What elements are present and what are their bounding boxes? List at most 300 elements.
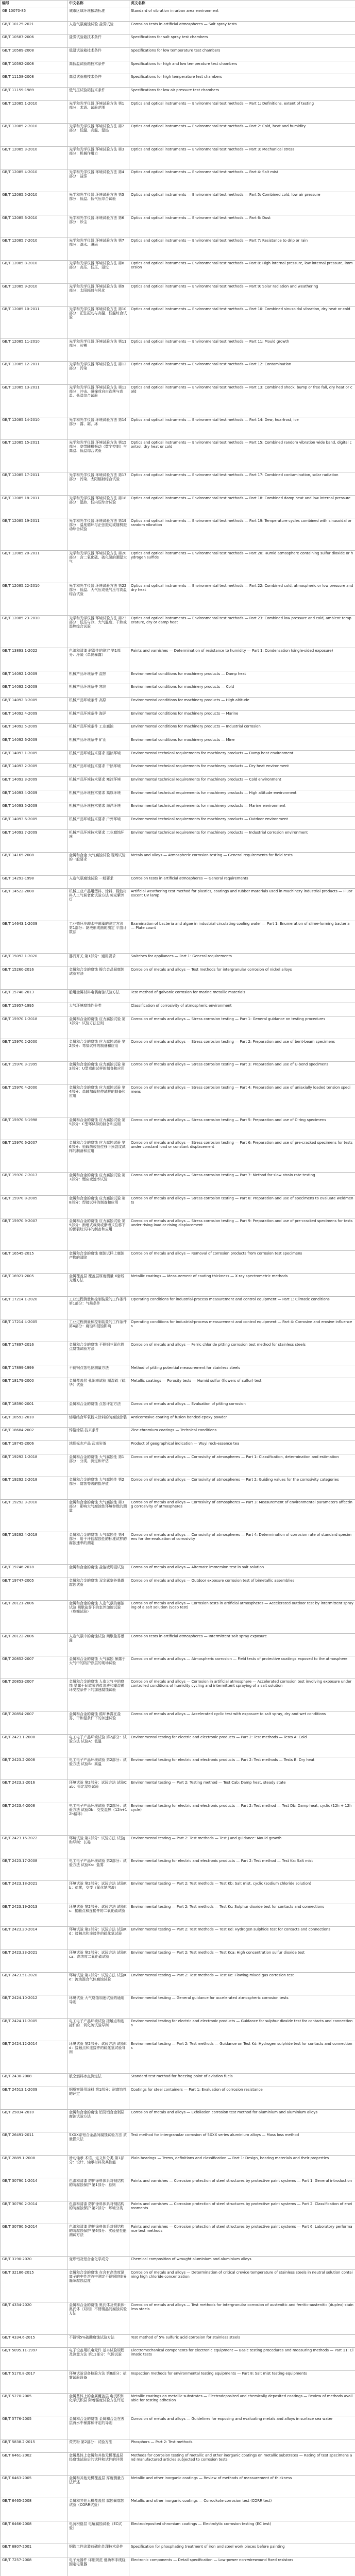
standard-code: GB/T 14092.6-2009 <box>1 737 67 750</box>
english-name: Classification of corrosivity of atmospheric environment <box>129 1003 355 1016</box>
table-row <box>1 124 355 146</box>
table-row <box>1 853 355 875</box>
chinese-name: 金属和合金的腐蚀 大气腐蚀性 第3部分：影响大气腐蚀性环境参数的测量 <box>67 1500 129 1532</box>
table-row <box>1 1440 355 1454</box>
english-name: Environmental technical requirements for machinery products — Damp heat environment <box>129 750 355 764</box>
table-row <box>1 146 355 169</box>
table-row <box>1 1757 355 1780</box>
english-name: Corrosion of metals and alloys — Ferric chloride pitting corrosion test method for stainless steels <box>129 1342 355 1365</box>
table-row <box>1 362 355 384</box>
chinese-name: 光学和光学仪器 环境试验方法 第4部分：盐雾 <box>67 169 129 192</box>
english-name: Inspection methods for environmental testing equipments — Part 8: Salt mist testing equipments <box>129 2370 355 2393</box>
english-name: Artificial weathering test method for plastics, coatings and rubber materials used in machinery industrial products — Fluorescent UV lamp <box>129 889 355 921</box>
chinese-name: 锌铬涂层 技术条件 <box>67 1428 129 1441</box>
standard-code: GB/T 12085.1-2010 <box>1 100 67 123</box>
english-name: Anticorrosive coating of fusion bonded epoxy powder <box>129 1414 355 1428</box>
english-name: Coatings for steel containers — Part 1: Evaluation of corrosion resistance <box>129 2087 355 2109</box>
standard-code: GB/T 2889.1-2008 <box>1 2155 67 2178</box>
standard-code: GB/T 12085.7-2010 <box>1 238 67 260</box>
standard-code: GB/T 17897-2016 <box>1 1342 67 1365</box>
standard-code: GB/T 15970.3-1995 <box>1 1062 67 1084</box>
english-name: Environmental testing — Part 2: Testing method — Test Cab: Damp heat, steady state <box>129 1780 355 1803</box>
english-name: Standard of vibration in urban area environment <box>129 8 355 22</box>
english-name: Environmental testing — Part 2: Test methods — Test Kc: Sulphur dioxide test for contacts and connections <box>129 1904 355 1926</box>
standard-code: GB/T 11158-2008 <box>1 74 67 88</box>
table-row <box>1 1927 355 1950</box>
table-row <box>1 750 355 764</box>
chinese-name: 金属和合金的腐蚀 大气腐蚀 暴露于大气中的防护涂层的现场试验 <box>67 1656 129 1679</box>
standard-code: GB/T 18745-2006 <box>1 1440 67 1454</box>
english-name: Optics and optical instruments — Environmental test methods — Part 1: Definitions, extent of testing <box>129 100 355 123</box>
standard-code: GB/T 5095.11-1997 <box>1 2348 67 2370</box>
english-name: Optics and optical instruments — Environmental test methods — Part 18: Combined damp heat and low internal pressure <box>129 495 355 518</box>
standard-code: GB/T 12085.17-2011 <box>1 472 67 495</box>
standard-code: GB/T 14092.5-2009 <box>1 724 67 737</box>
standard-code: GB/T 4334.6-2015 <box>1 2334 67 2348</box>
table-row <box>1 307 355 339</box>
standard-code: GB/T 12085.19-2011 <box>1 518 67 550</box>
english-name: Paints and varnishes — Determination of resistance to humidity — Part 1: Condensation (single-sided exposure) <box>129 648 355 671</box>
chinese-name: 变形铝及铝合金化学成分 <box>67 2256 129 2269</box>
table-row <box>1 1532 355 1565</box>
table-row <box>1 1500 355 1532</box>
standard-code: GB/T 30790.2-2014 <box>1 2201 67 2224</box>
standard-code: GB/T 15970.7-2017 <box>1 1173 67 1195</box>
standard-code: GB/T 5838.2-2015 <box>1 2439 67 2452</box>
table-row <box>1 2475 355 2498</box>
english-name: Corrosion of metals and alloys — Atmospheric corrosion — Field tests of protective coatings exposed to the atmosphere <box>129 1656 355 1679</box>
english-name: Corrosion of metals and alloys — Corrosivity of atmospheres — Part 2: Guiding values for the corrosivity categories <box>129 1477 355 1499</box>
table-row <box>1 2416 355 2439</box>
table-row <box>1 551 355 583</box>
table-row <box>1 737 355 750</box>
chinese-name: 器具开关 第1部分：通用要求 <box>67 954 129 967</box>
chinese-name: 金属和合金的腐蚀 镍合金晶间腐蚀试验方法 <box>67 967 129 989</box>
english-name: Metals and alloys — Atmospheric corrosion testing — General requirements for field tests <box>129 853 355 875</box>
standard-code: GB/T 32186-2015 <box>1 2269 67 2302</box>
english-name: Optics and optical instruments — Environmental test methods — Part 10: Combined sinusoidal vibration, dry heat or cold <box>129 307 355 339</box>
standard-code: GB/T 14093.3-2009 <box>1 777 67 790</box>
chinese-name: 光学和光学仪器 环境试验方法 第18部分：湿热、低内压综合试验 <box>67 495 129 518</box>
chinese-name: 金属和合金的腐蚀 应力腐蚀试验 第8部分：焊接试样的制备和应用 <box>67 1195 129 1218</box>
english-name: Corrosion of metals and alloys — Accelerated cyclic test with exposure to salt spray, dry and wet conditions <box>129 1711 355 1734</box>
table-row <box>1 2394 355 2416</box>
table-row <box>1 1995 355 2018</box>
english-name: Environmental technical requirements for machinery products — High altitude environment <box>129 790 355 803</box>
english-name: Corrosion of metals and alloys — Corrosion tests in artificial atmospheres — Accelerated outdoor test by intermittent spraying of a salt solution (Scab test) <box>129 1601 355 1633</box>
standard-code: GB/T 3190-2020 <box>1 2256 67 2269</box>
table-row <box>1 889 355 921</box>
standard-code: GB/T 15970.6-2007 <box>1 1140 67 1173</box>
english-name: Optics and optical instruments — Environmental test methods — Part 20: Humid atmosphere containing sulfur dioxide or hydrogen sulfide <box>129 551 355 583</box>
standard-code: GB/T 30790.1-2014 <box>1 2178 67 2201</box>
english-name: Specifications for high temperature test chambers <box>129 74 355 88</box>
chinese-name: 金属和合金的腐蚀 应力腐蚀试验 第7部分：慢应变速率试验 <box>67 1173 129 1195</box>
chinese-name: 5XXX系铝合金晶间腐蚀试验方法 质量损失法 <box>67 2132 129 2155</box>
chinese-name: 金属和合金的腐蚀 应力腐蚀试验 第4部分：单轴加载拉伸试样的制备和应用 <box>67 1084 129 1117</box>
standard-code: GB/T 12085.13-2011 <box>1 384 67 417</box>
chinese-name: 金属和合金的腐蚀 应力腐蚀试验 第3部分：U型弯曲试样的制备和应用 <box>67 1062 129 1084</box>
standard-code: GB/T 12085.6-2010 <box>1 215 67 238</box>
standard-code: GB/T 5270-2005 <box>1 2394 67 2416</box>
standard-code: GB/T 17214.1-2020 <box>1 1296 67 1319</box>
standard-code: GB/T 6461-2002 <box>1 2452 67 2475</box>
english-name: Environmental conditions for machinery products — Mine <box>129 737 355 750</box>
standard-code: GB/T 2430-2008 <box>1 2074 67 2087</box>
english-name: Examination of bacteria and algae in industrial circulating cooling water — Part 1: Enumeration of slime-forming bacteria — Plate count <box>129 921 355 954</box>
english-name: Corrosion tests in artificial atmospheres — Intermittent salt spray exposure <box>129 1633 355 1656</box>
table-row <box>1 2452 355 2475</box>
chinese-name: 环境试验 第2部分：试验方法 试验Kd：接触点和连接件的硫化氢试验 <box>67 1927 129 1950</box>
standard-code: GB/T 13893.1-2022 <box>1 648 67 671</box>
standard-code: GB/T 15092.1-2020 <box>1 954 67 967</box>
table-row <box>1 440 355 472</box>
chinese-name: 色漆和清漆 耐湿性的测定 第1部分：冷凝（单侧暴露） <box>67 648 129 671</box>
table-row <box>1 384 355 417</box>
standard-code: GB/T 11159-1989 <box>1 88 67 101</box>
english-name: Specification for phosphating treatment of iron and steel work pieces before painting <box>129 2544 355 2557</box>
chinese-name: 电子元器件 详细规范 低功率非线绕固定电阻器 <box>67 2557 129 2576</box>
standard-code: GB/T 5776-2005 <box>1 2416 67 2439</box>
english-name: Corrosion of metals and alloys — Stress corrosion testing — Part 3: Preparation and use of U-bend specimens <box>129 1062 355 1084</box>
standard-code: GB/T 6466-2008 <box>1 2521 67 2544</box>
standard-code: GB/T 12085.18-2011 <box>1 495 67 518</box>
chinese-name: 金属基体上的金属覆盖层 电沉积和化学沉积层 附着强度试验方法评述 <box>67 2394 129 2416</box>
table-row <box>1 1454 355 1477</box>
chinese-name: 光学和光学仪器 环境试验方法 第20部分：含二氧化硫、硫化氢的潮湿大气 <box>67 551 129 583</box>
english-name: Corrosion of metals and alloys — Outdoor exposure corrosion test of bimetallic assemblies <box>129 1578 355 1601</box>
table-row <box>1 1428 355 1441</box>
table-row <box>1 921 355 954</box>
chinese-name: 机械产品环境技术要求 寒冷环境 <box>67 777 129 790</box>
chinese-name: 光学和光学仪器 环境试验方法 第23部分：低压与冷、大气温度、干热或湿热综合试验 <box>67 616 129 648</box>
table-row <box>1 2544 355 2557</box>
english-name: Electrodeposited chromium coatings — Electrolytic corrosion testing (EC test) <box>129 2521 355 2544</box>
standard-code: GB/T 2423.2-2008 <box>1 1757 67 1780</box>
standard-code: GB/T 4334-2020 <box>1 2302 67 2334</box>
table-row <box>1 2155 355 2178</box>
table-row <box>1 1679 355 1711</box>
chinese-name: 色漆和清漆 防护涂料体系对钢结构的防腐蚀保护 第6部分：实验室性能测试方法 <box>67 2224 129 2256</box>
standard-code: GB/T 16545-2015 <box>1 1251 67 1274</box>
standard-code: GB/T 30790.6-2014 <box>1 2224 67 2256</box>
chinese-name: 环境试验 第2部分：试验方法 试验J和导则：长霉 <box>67 1835 129 1858</box>
table-row <box>1 1881 355 1904</box>
chinese-name: 金属和合金的腐蚀 人造大气中的腐蚀 暴露于间歇喷洒盐溶液和潮湿循环受控条件下的加速腐蚀试验 <box>67 1679 129 1711</box>
english-name: Optics and optical instruments — Environmental test methods — Part 5: Combined cold, low air pressure <box>129 192 355 215</box>
chinese-name: 城市区域环境振动标准 <box>67 8 129 22</box>
table-row <box>1 238 355 260</box>
chinese-name: 金属和合金的腐蚀 应力腐蚀试验 第2部分：弯梁试样的制备和应用 <box>67 1039 129 1062</box>
english-name: Corrosion of metals and alloys — Alternate immersion test in salt solution <box>129 1565 355 1578</box>
standard-code: GB/T 2423.19-2013 <box>1 1904 67 1926</box>
english-name: Environmental testing for electric and electronic products — Part 2: Test methods — Tests B: Dry heat <box>129 1757 355 1780</box>
chinese-name: 光学和光学仪器 环境试验方法 第7部分：滴水、淋雨 <box>67 238 129 260</box>
chinese-name: 金属和合金的腐蚀 铝及铝合金剥层腐蚀试验方法 <box>67 2110 129 2132</box>
table-row <box>1 817 355 830</box>
table-row <box>1 1803 355 1835</box>
table-row <box>1 1039 355 1062</box>
standard-code: GB/T 17899-1999 <box>1 1365 67 1378</box>
english-name: Test method of galvanic corrosion for marine metallic materials <box>129 990 355 1003</box>
chinese-name: 色漆和清漆 防护涂料体系对钢结构的防腐蚀保护 第1部分：总则 <box>67 2178 129 2201</box>
chinese-name: 金属和合金的腐蚀 大气腐蚀性 第1部分：分类、测定和评估 <box>67 1454 129 1477</box>
english-name: Paints and varnishes — Corrosion protection of steel structures by protective paint systems — Part 6: Laboratory performance test methods <box>129 2224 355 2256</box>
english-name: Optics and optical instruments — Environmental test methods — Part 2: Cold, heat and humidity <box>129 124 355 146</box>
english-name: Corrosion of metals and alloys — Stress corrosion testing — Part 9: Preparation and use of pre-cracked specimens for tests under rising load or rising displacement <box>129 1218 355 1250</box>
english-name: Environmental testing — Part 2: Test methods — Test Kd: Hydrogen sulphide test for contacts and connections <box>129 1927 355 1950</box>
standard-code: GB/T 12085.14-2010 <box>1 417 67 439</box>
standard-code: GB/T 18179-2000 <box>1 1378 67 1401</box>
table-row <box>1 2348 355 2370</box>
table-row <box>1 1251 355 1274</box>
chinese-name: 金属和合金的腐蚀 应力腐蚀试验 第6部分：恒载荷或恒位移下预裂纹试样的制备和应用 <box>67 1140 129 1173</box>
table-row <box>1 954 355 967</box>
table-row <box>1 2370 355 2393</box>
chinese-name: 光学和光学仪器 环境试验方法 第5部分：低温、低气压综合试验 <box>67 192 129 215</box>
table-row <box>1 777 355 790</box>
english-name: Environmental technical requirements for machinery products — Outdoor environment <box>129 817 355 830</box>
table-row <box>1 61 355 74</box>
english-name: Environmental testing for electric and electronic products — Part 2: Test method — Test Ka: Salt mist <box>129 1858 355 1881</box>
chinese-name: 航空燃料冰点测定法 <box>67 2074 129 2087</box>
table-row <box>1 1274 355 1296</box>
standard-code: GB/T 14643.1-2009 <box>1 921 67 954</box>
standard-code: GB/T 14092.1-2009 <box>1 671 67 684</box>
chinese-name: 电工电子产品环境试验 第2部分：试验方法 试验B：高温 <box>67 1757 129 1780</box>
table-row <box>1 671 355 684</box>
standard-code: GB/T 2424.12-2014 <box>1 2041 67 2073</box>
chinese-name: 电子设备用机电元件 基本试验规程及测量方法 第11部分：气候试验 <box>67 2348 129 2370</box>
table-row <box>1 2041 355 2073</box>
table-row <box>1 2110 355 2132</box>
standard-code: GB/T 19292.2-2018 <box>1 1477 67 1499</box>
standard-code: GB/T 12085.9-2010 <box>1 283 67 306</box>
english-name: Switches for appliances — Part 1: General requirements <box>129 954 355 967</box>
english-name: Corrosion of metals and alloys — Exfoliation corrosion test method for aluminium and aluminium alloys <box>129 2110 355 2132</box>
table-row <box>1 100 355 123</box>
english-name: Corrosion of metals and alloys — Stress corrosion testing — Part 8: Preparation and use of specimens to evaluate weldments <box>129 1195 355 1218</box>
english-name: Corrosion of metals and alloys — Evaluation of pitting corrosion <box>129 1401 355 1414</box>
chinese-name: 金属和合金的腐蚀 盐溶液周浸试验 <box>67 1565 129 1578</box>
table-row <box>1 583 355 616</box>
chinese-name: 人造气氛腐蚀试验 盐雾试验 <box>67 21 129 35</box>
table-row <box>1 2498 355 2521</box>
table-row <box>1 283 355 306</box>
chinese-name: 金属和合金的腐蚀 应力腐蚀试验 第1部分：试验方法总则 <box>67 1016 129 1039</box>
standard-code: GB/T 2423.33-2021 <box>1 1950 67 1972</box>
english-name: Electronic components — Detail specification — Low-power non-wirewound fixed resistors <box>129 2557 355 2576</box>
english-name: Optics and optical instruments — Environmental test methods — Part 8: High internal pressure, low internal pressure, immersion <box>129 261 355 283</box>
chinese-name: 环境试验 第2部分：试验方法 试验Ke：流动混合气体腐蚀试验 <box>67 1972 129 1995</box>
standard-code: GB/T 5170.8-2017 <box>1 2370 67 2393</box>
table-row <box>1 724 355 737</box>
standard-code: GB/T 12085.5-2010 <box>1 192 67 215</box>
table-row <box>1 1378 355 1401</box>
table-row <box>1 790 355 803</box>
english-name: Optics and optical instruments — Environmental test methods — Part 9: Solar radiation and weathering <box>129 283 355 306</box>
standard-code: GB/T 2423.18-2021 <box>1 1881 67 1904</box>
standard-code: GB/T 2423.16-2022 <box>1 1835 67 1858</box>
standard-code: GB/T 14092.3-2009 <box>1 697 67 710</box>
english-name: Corrosion of metals and alloys — Stress corrosion testing — Part 2: Preparation and use of bent-beam specimens <box>129 1039 355 1062</box>
english-name: Corrosion of metals and alloys — Test methods for intergranular corrosion of nickel alloys <box>129 967 355 989</box>
standard-code: GB/T 18684-2002 <box>1 1428 67 1441</box>
chinese-name: 环境试验设备检验方法 第8部分：盐雾试验设备 <box>67 2370 129 2393</box>
table-row <box>1 1565 355 1578</box>
english-name: Corrosion of metals and alloys — Stress corrosion testing — Part 5: Preparation and use of C-ring specimens <box>129 1117 355 1140</box>
chinese-name: 机械产品环境条件 高原 <box>67 697 129 710</box>
chinese-name: 光学和光学仪器 环境试验方法 第11部分：长霉 <box>67 339 129 362</box>
english-name: Chemical composition of wrought aluminium and aluminium alloys <box>129 2256 355 2269</box>
standard-code: GB/T 19292.3-2018 <box>1 1500 67 1532</box>
english-name: Corrosion of metals and alloys — Stress corrosion testing — Part 4: Preparation and use of uniaxially loaded tension specimens <box>129 1084 355 1117</box>
standard-code: GB/T 2423.3-2016 <box>1 1780 67 1803</box>
table-row <box>1 2439 355 2452</box>
standard-code: GB/T 14093.5-2009 <box>1 803 67 817</box>
english-name: Environmental technical requirements for machinery products — Cold environment <box>129 777 355 790</box>
standard-code: GB/T 2423.20-2014 <box>1 1927 67 1950</box>
standard-code: GB/T 2423.4-2008 <box>1 1803 67 1835</box>
chinese-name: 金属和合金的腐蚀 点蚀评定方法 <box>67 1401 129 1414</box>
chinese-name: 环境试验 大气腐蚀加速试验的通用导则 <box>67 1995 129 2018</box>
chinese-name: 机械产品环境条件 工业腐蚀 <box>67 724 129 737</box>
english-name: Specifications for salt spray test chambers <box>129 35 355 48</box>
table-row <box>1 2256 355 2269</box>
standard-code: GB/T 20121-2006 <box>1 1601 67 1633</box>
header-code: 编号 <box>1 1 67 8</box>
table-row <box>1 1780 355 1803</box>
chinese-name: 光学和光学仪器 环境试验方法 第19部分：温度循环与正弦振动或随机振动综合试验 <box>67 518 129 550</box>
table-row <box>1 2087 355 2109</box>
english-name: Corrosion of metals and alloys — Stress corrosion testing — Part 7: Method for slow strain rate testing <box>129 1173 355 1195</box>
standard-code: GB/T 26491-2011 <box>1 2132 67 2155</box>
english-name: Optics and optical instruments — Environmental test methods — Part 4: Salt mist <box>129 169 355 192</box>
table-row <box>1 875 355 889</box>
english-name: Test method of 5% sulfuric acid corrosion for stainless steels <box>129 2334 355 2348</box>
table-row <box>1 1218 355 1250</box>
table-row <box>1 1365 355 1378</box>
chinese-name: 盐雾试验箱技术条件 <box>67 35 129 48</box>
english-name: Corrosion of metals and alloys — Corrosivity of atmospheres — Part 4: Determination of corrosion rate of standard specimens for the evaluation of corrosivity <box>129 1532 355 1565</box>
english-name: Optics and optical instruments — Environmental test methods — Part 12: Contamination <box>129 362 355 384</box>
english-name: Optics and optical instruments — Environmental test methods — Part 22: Combined cold, atmospheric or low pressure and dry heat <box>129 583 355 616</box>
standard-code: GB/T 15970.2-2000 <box>1 1039 67 1062</box>
header-english-name: 英文名称 <box>129 1 355 8</box>
chinese-name: 光学和光学仪器 环境试验方法 第12部分：污染 <box>67 362 129 384</box>
standard-code: GB/T 10125-2021 <box>1 21 67 35</box>
table-row <box>1 2178 355 2201</box>
table-row <box>1 48 355 61</box>
standard-code: GB/T 20122-2006 <box>1 1633 67 1656</box>
english-name: Corrosion of metals and alloys — Test methods for intergranular corrosion of austenitic and ferritic-austenitic (duplex) stainless steels <box>129 2302 355 2334</box>
english-name: Operating conditions for industrial-process measurement and control equipment — Part 1: Climatic conditions <box>129 1296 355 1319</box>
english-name: Corrosion of metals and alloys — Corrosivity of atmospheres — Part 3: Measurement of environmental parameters affecting corrosivity of atmospheres <box>129 1500 355 1532</box>
table-row <box>1 648 355 671</box>
standard-code: GB/T 12085.10-2011 <box>1 307 67 339</box>
table-row <box>1 518 355 550</box>
chinese-name: 高低温试验箱技术条件 <box>67 61 129 74</box>
table-row <box>1 2557 355 2576</box>
chinese-name: 金属和合金的腐蚀 腐蚀试样上腐蚀产物的清除 <box>67 1251 129 1274</box>
chinese-name: 钢质容器用涂料 第1部分：耐腐蚀性的评定 <box>67 2087 129 2109</box>
table-row <box>1 2074 355 2087</box>
chinese-name: 光学和光学仪器 环境试验方法 第22部分：低温、大气压或低气压与高温综合试验 <box>67 583 129 616</box>
chinese-name: 滑动轴承 术语、定义和分类 第1部分：设计、轴承材料及其性能 <box>67 2155 129 2178</box>
english-name: Standard test method for freezing point of aviation fuels <box>129 2074 355 2087</box>
table-row <box>1 616 355 648</box>
standard-code: GB/T 6465-2008 <box>1 2498 67 2521</box>
chinese-name: 金属和合金的腐蚀 金属和合金在表层海水中暴露和评定的导则 <box>67 2416 129 2439</box>
english-name: Corrosion of metals and alloys — Determination of critical crevice temperature of stainless steels in neutral solution containing high chloride concentration <box>129 2269 355 2302</box>
table-row <box>1 1601 355 1633</box>
table-row <box>1 1296 355 1319</box>
chinese-name: 低温试验箱技术条件 <box>67 48 129 61</box>
english-name: Environmental testing — Part 2: Test methods — Test Ke: Flowing mixed gas corrosion test <box>129 1972 355 1995</box>
english-name: Environmental technical requirements for machinery products — Marine environment <box>129 803 355 817</box>
table-row <box>1 1858 355 1881</box>
english-name: Environmental testing for electric and electronic products — Part 2: Test method — Test Db: Damp heat, cyclic (12h + 12h cycle) <box>129 1803 355 1835</box>
standard-code: GB/T 12085.4-2010 <box>1 169 67 192</box>
english-name: Paints and varnishes — Corrosion protection of steel structures by protective paint systems — Part 2: Classification of environments <box>129 2201 355 2224</box>
chinese-name: 金属和合金的腐蚀 在含有高浓度氯离子的中性溶液中测定不锈钢的临界缝隙腐蚀温度 <box>67 2269 129 2302</box>
chinese-name: 光学和光学仪器 环境试验方法 第17部分：污染、太阳辐射综合试验 <box>67 472 129 495</box>
chinese-name: 机械产品环境条件 寒冷 <box>67 684 129 698</box>
table-row <box>1 74 355 88</box>
chinese-name: 环境试验 第2部分：试验方法 试验Kca：高浓度二氧化硫试验 <box>67 1950 129 1972</box>
english-name: Paints and varnishes — Corrosion protection of steel structures by protective paint systems — Part 1: General introduction <box>129 2178 355 2201</box>
english-name: Environmental testing — Part 2: Test methods — Test Kca: High concentration sulfur dioxide test <box>129 1950 355 1972</box>
chinese-name: 熔融结合环氧粉末涂料的防腐蚀涂装 <box>67 1414 129 1428</box>
table-row <box>1 1140 355 1173</box>
standard-code: GB/T 2423.1-2008 <box>1 1734 67 1757</box>
english-name: Optics and optical instruments — Environmental test methods — Part 14: Dew, hoarfrost, ice <box>129 417 355 439</box>
standard-code: GB/T 19747-2005 <box>1 1578 67 1601</box>
chinese-name: 色漆和清漆 防护涂料体系对钢结构的防腐蚀保护 第2部分：环境分类 <box>67 2201 129 2224</box>
table-row <box>1 417 355 439</box>
standard-code: GB/T 12085.12-2011 <box>1 362 67 384</box>
chinese-name: 光学和光学仪器 环境试验方法 第1部分：术语、试验范围 <box>67 100 129 123</box>
chinese-name: 工业循环冷却水中菌藻的测定方法 第1部分：黏液形成菌的测定 平皿计数法 <box>67 921 129 954</box>
table-row <box>1 8 355 22</box>
chinese-name: 光学和光学仪器 环境试验方法 第15部分：宽带随机振动（数字控制）与高温、低温综合试验 <box>67 440 129 472</box>
english-name: Corrosion tests in artificial atmospheres — Salt spray tests <box>129 21 355 35</box>
table-row <box>1 829 355 852</box>
standard-code: GB/T 10589-2008 <box>1 48 67 61</box>
standard-code: GB/T 12085.22-2010 <box>1 583 67 616</box>
english-name: Zinc chromium coatings — Technical conditions <box>129 1428 355 1441</box>
table-row <box>1 1195 355 1218</box>
chinese-name: 船用金属材料电偶腐蚀试验方法 <box>67 990 129 1003</box>
chinese-name: 光学和光学仪器 环境试验方法 第14部分：露、霜、冰 <box>67 417 129 439</box>
table-row <box>1 2334 355 2348</box>
table-row <box>1 21 355 35</box>
standard-code: GB/T 2423.51-2020 <box>1 1972 67 1995</box>
table-body <box>1 8 355 2576</box>
standard-code: GB/T 15970.4-2000 <box>1 1084 67 1117</box>
table-row <box>1 697 355 710</box>
chinese-name: 机械产品环境条件 海洋 <box>67 710 129 724</box>
english-name: Metallic and other inorganic coatings — Review of methods of measurement of thickness <box>129 2475 355 2498</box>
table-row <box>1 1016 355 1039</box>
header-chinese-name: 中文名称 <box>67 1 129 8</box>
standard-code: GB/T 12085.23-2010 <box>1 616 67 648</box>
chinese-name: 荧光粉 第2部分：试验方法 <box>67 2439 129 2452</box>
english-name: Metallic coatings on metallic substrates — Electrodeposited and chemically deposited coatings — Review of methods available for testing adhesion <box>129 2394 355 2416</box>
chinese-name: 环境试验 第2部分：试验方法 试验Kc：接触点和连接件的二氧化硫试验 <box>67 1904 129 1926</box>
table-row <box>1 1414 355 1428</box>
standard-code: GB/T 14093.7-2009 <box>1 829 67 852</box>
